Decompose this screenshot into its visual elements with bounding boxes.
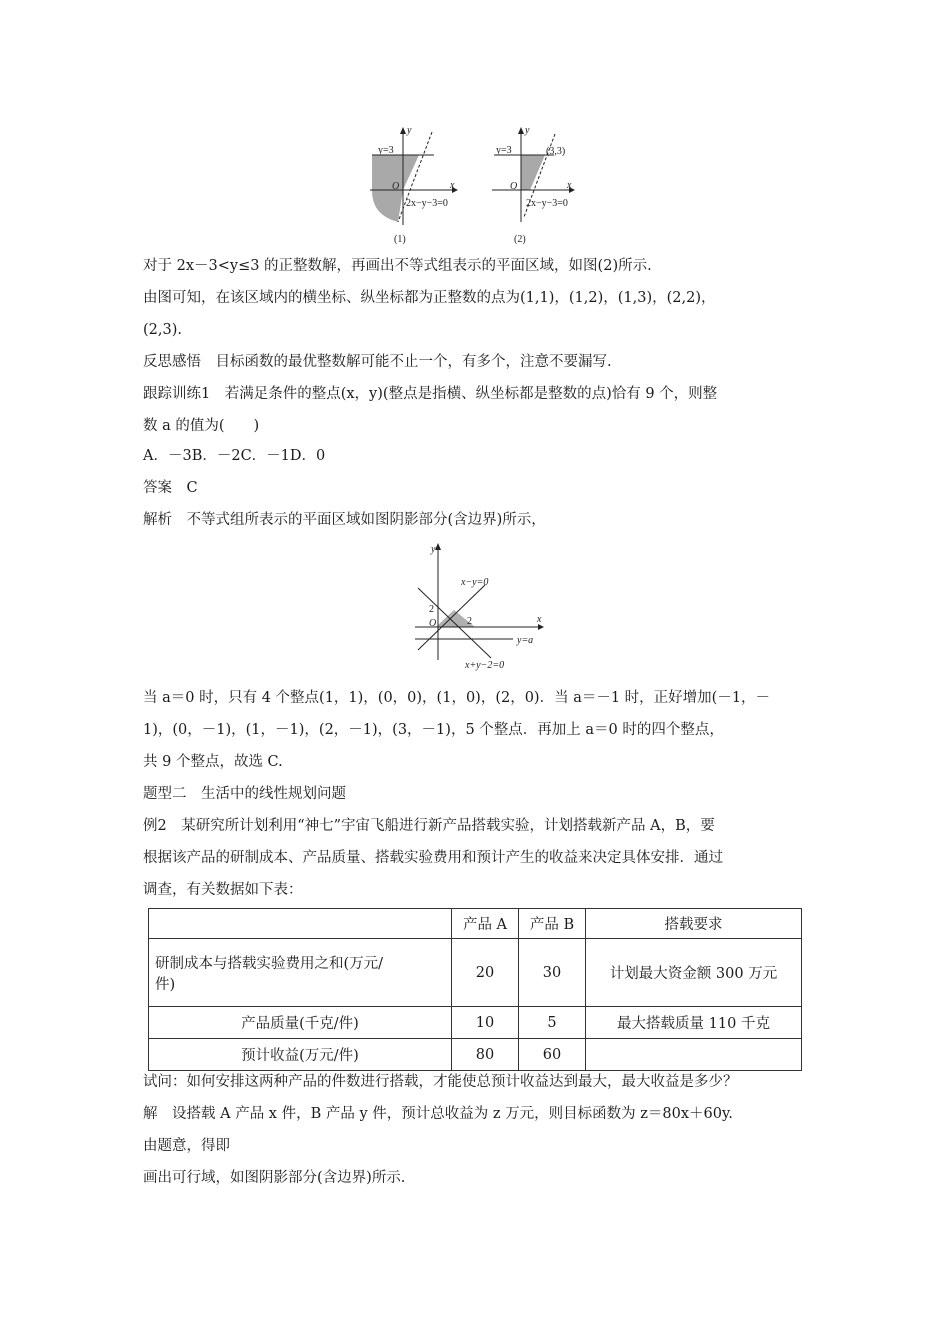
exercise-1-line-1: 跟踪训练1 若满足条件的整点(x，y)(整点是指横、纵坐标都是整数的点)恰有 9 个，则整 xyxy=(143,386,718,402)
table-header-cell: 产品 A xyxy=(452,909,519,939)
fig3-line2-label: x+y−2=0 xyxy=(465,660,505,671)
table-row xyxy=(149,1039,802,1071)
fig1-caption: (1) xyxy=(394,234,406,245)
table-row-label-line-1: 研制成本与搭载实验费用之和(万元/ xyxy=(155,955,384,972)
fig1-y-arrow xyxy=(400,127,406,134)
fig3-x-label: x xyxy=(537,614,542,625)
example-2-line-1: 例2 某研究所计划利用“神七”宇宙飞船进行新产品搭载实验，计划搭载新产品 A，B，要 xyxy=(143,818,715,834)
paragraph-5-line-1: 当 a＝0 时，只有 4 个整点(1，1)，(0，0)，(1，0)，(2，0)．当 a＝－1 时，正好增加(－1，－ xyxy=(143,690,771,706)
table-row-label: 预计收益(万元/件) xyxy=(149,1039,452,1071)
table-cell: 30 xyxy=(519,939,586,1007)
table-cell: 计划最大资金额 300 万元 xyxy=(586,939,802,1007)
table-cell: 60 xyxy=(519,1039,586,1071)
fig3-y-label: y xyxy=(431,544,436,555)
fig2-line-eq: 2x−y−3=0 xyxy=(526,198,568,209)
fig3-line1-label: x−y=0 xyxy=(461,577,489,588)
table-cell: 20 xyxy=(452,939,519,1007)
options: A．－3B．－2C．－1D．0 xyxy=(143,448,326,464)
paragraph-5-line-2: 1)，(0，－1)，(1，－1)，(2，－1)，(3，－1)，5 个整点．再加上 a＝0 时的四个整点， xyxy=(143,722,724,738)
table-header-cell: 搭载要求 xyxy=(586,909,802,939)
fig2-caption: (2) xyxy=(514,234,526,245)
figure-3 xyxy=(413,540,548,675)
fig2-shaded-region xyxy=(521,155,545,190)
section-heading: 题型二 生活中的线性规划问题 xyxy=(143,786,346,802)
table-header-cell: 产品 B xyxy=(519,909,586,939)
fig3-origin-label: O xyxy=(429,618,437,629)
paragraph-5-line-3: 共 9 个整点，故选 C. xyxy=(143,754,283,770)
table-cell xyxy=(586,1039,802,1071)
figure-2 xyxy=(484,122,594,247)
example-2-line-3: 调查，有关数据如下表： xyxy=(143,882,303,898)
analysis: 解析 不等式组所表示的平面区域如图阴影部分(含边界)所示， xyxy=(143,512,546,528)
figure-1 xyxy=(362,122,472,247)
fig2-point-label: (3,3) xyxy=(546,146,566,157)
fig2-origin-label: O xyxy=(510,181,518,192)
table-cell: 最大搭载质量 110 千克 xyxy=(586,1007,802,1039)
table-cell: 80 xyxy=(452,1039,519,1071)
table-cell: 5 xyxy=(519,1007,586,1039)
answer: 答案 C xyxy=(143,480,198,496)
paragraph-2-line-1: 由图可知，在该区域内的横坐标、纵坐标都为正整数的点为(1,1)，(1,2)，(1,3)，(2,2)， xyxy=(143,290,716,306)
table-row xyxy=(149,1007,802,1039)
fig3-y-arrow xyxy=(435,543,441,550)
data-table xyxy=(148,908,802,1071)
fig2-y-label: y xyxy=(525,125,530,136)
solution-line-1: 解 设搭载 A 产品 x 件，B 产品 y 件，预计总收益为 z 万元，则目标函数为 z＝80x＋60y. xyxy=(143,1106,733,1122)
fig2-x-label: x xyxy=(567,180,572,191)
table-row xyxy=(149,939,802,1007)
paragraph-2-line-2: (2,3). xyxy=(143,322,182,338)
table-row-label: 产品质量(千克/件) xyxy=(149,1007,452,1039)
table-header-row xyxy=(149,909,802,939)
fig2-y-arrow xyxy=(518,127,524,134)
exercise-1-line-2: 数 a 的值为( ) xyxy=(143,418,260,434)
paragraph-1: 对于 2x－3<y≤3 的正整数解，再画出不等式组表示的平面区域，如图(2)所示. xyxy=(143,258,652,274)
fig2-y3-label: y=3 xyxy=(496,145,512,156)
question: 试问：如何安排这两种产品的件数进行搭载，才能使总预计收益达到最大，最大收益是多少？ xyxy=(143,1074,738,1090)
table-cell: 10 xyxy=(452,1007,519,1039)
fig1-y-label: y xyxy=(407,125,412,136)
fig3-line-a-label: y=a xyxy=(517,635,534,646)
table-header-cell xyxy=(149,909,452,939)
fig3-tick-y-label: 2 xyxy=(429,604,434,615)
fig3-tick-x-label: 2 xyxy=(467,616,472,627)
fig1-x-label: x xyxy=(450,180,455,191)
fig1-y3-label: y=3 xyxy=(378,145,394,156)
fig1-origin-label: O xyxy=(392,181,400,192)
solution-line-3: 画出可行域，如图阴影部分(含边界)所示. xyxy=(143,1170,406,1186)
solution-line-2: 由题意，得即 xyxy=(143,1138,230,1154)
table-row-label-line-2: 件) xyxy=(155,976,176,993)
table-row-label xyxy=(149,939,452,1007)
example-2-line-2: 根据该产品的研制成本、产品质量、搭载实验费用和预计产生的收益来决定具体安排．通过 xyxy=(143,850,723,866)
fig1-line-eq: 2x−y−3=0 xyxy=(406,198,448,209)
reflection: 反思感悟 目标函数的最优整数解可能不止一个，有多个，注意不要漏写. xyxy=(143,354,612,370)
